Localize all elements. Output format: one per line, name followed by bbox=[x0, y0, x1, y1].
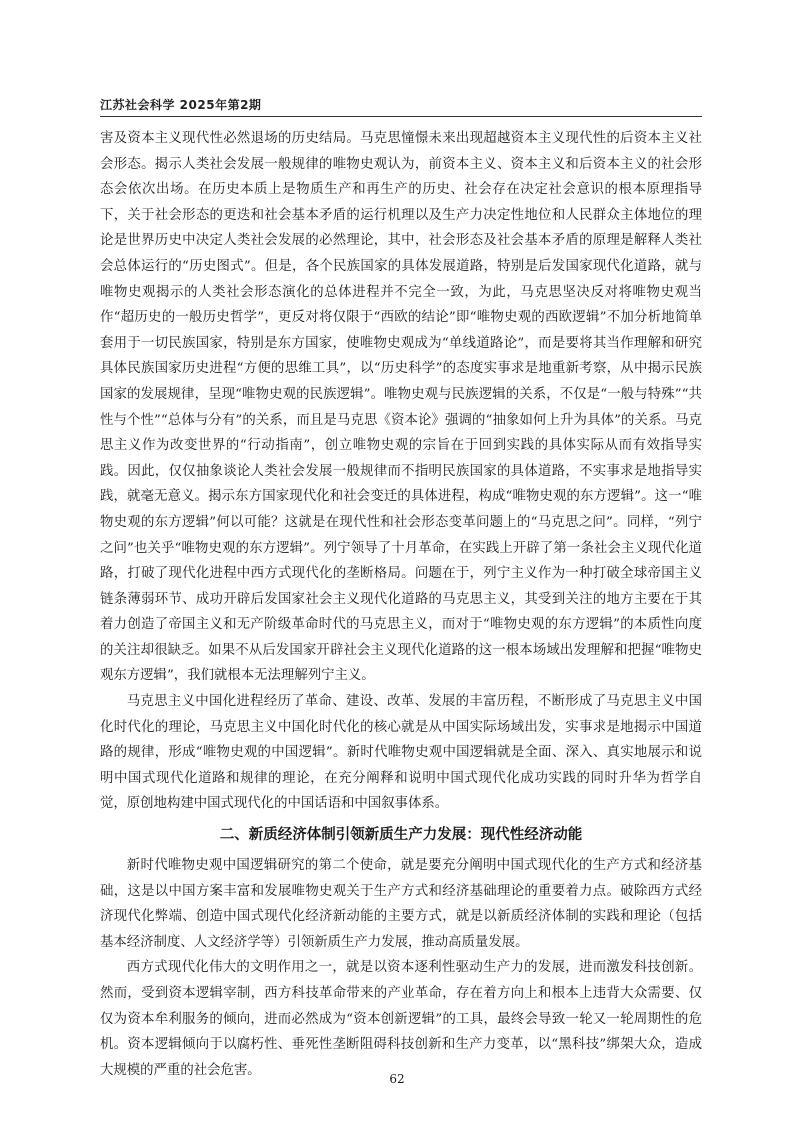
article-body bbox=[100, 126, 702, 1083]
paragraph: 害及资本主义现代性必然退场的历史结局。马克思憧憬未来出现超越资本主义现代性的后资本主义社会形态。揭示人类社会发展一般规律的唯物史观认为，前资本主义、资本主义和后资本主义的社会形态会依次出场。在历史本质上是物质生产和再生产的历史、社会存在决定社会意识的根本原理指导下，关于社会形态的更迭和社会基本矛盾的运行机理以及生产力决定性地位和人民群众主体地位的理论是世界历史中决定人类社会发展的必然理论，其中，社会形态及社会基本矛盾的原理是解释人类社会总体运行的“历史图式”。但是，各个民族国家的具体发展道路，特别是后发国家现代化道路，就与唯物史观揭示的人类社会形态演化的总体进程并不完全一致，为此，马克思坚决反对将唯物史观当作“超历史的一般历史哲学”，更反对将仅限于“西欧的结论”即“唯物史观的西欧逻辑”不加分析地简单套用于一切民族国家，特别是东方国家，使唯物史观成为“单线道路论”，而是要将其当作理解和研究具体民族国家历史进程“方便的思维工具”，以“历史科学”的态度实事求是地重新考察，从中揭示民族国家的发展规律，呈现“唯物史观的民族逻辑”。唯物史观与民族逻辑的关系，不仅是“一般与特殊”“共性与个性”“总体与分有”的关系，而且是马克思《资本论》强调的“抽象如何上升为具体”的关系。马克思主义作为改变世界的“行动指南”，创立唯物史观的宗旨在于回到实践的具体实际从而有效指导实践。因此，仅仅抽象谈论人类社会发展一般规律而不指明民族国家的具体道路，不实事求是地指导实践，就毫无意义。揭示东方国家现代化和社会变迁的具体进程，构成“唯物史观的东方逻辑”。这一“唯物史观的东方逻辑”何以可能？这就是在现代性和社会形态变革问题上的“马克思之问”。同样，“列宁之问”也关乎“唯物史观的东方逻辑”。列宁领导了十月革命，在实践上开辟了第一条社会主义现代化道路，打破了现代化进程中西方式现代化的垄断格局。问题在于，列宁主义作为一种打破全球帝国主义链条薄弱环节、成功开辟后发国家社会主义现代化道路的马克思主义，其受到关注的地方主要在于其着力创造了帝国主义和无产阶级革命时代的马克思主义，而对于“唯物史观的东方逻辑”的本质性向度的关注却很缺乏。如果不从后发国家开辟社会主义现代化道路的这一根本场域出发理解和把握“唯物史观东方逻辑”，我们就根本无法理解列宁主义。 bbox=[100, 131, 702, 684]
header-divider bbox=[100, 116, 702, 117]
paragraph: 马克思主义中国化进程经历了革命、建设、改革、发展的丰富历程，不断形成了马克思主义中国化时代化的理论，马克思主义中国化时代化的核心就是从中国实际场域出发，实事求是地揭示中国道路的规律，形成“唯物史观的中国逻辑”。新时代唯物史观中国逻辑就是全面、深入、真实地展示和说明中国式现代化道路和规律的理论，在充分阐释和说明中国式现代化成功实践的同时升华为哲学自觉，原创地构建中国式现代化的中国话语和中国叙事体系。 bbox=[100, 694, 702, 812]
paragraph: 西方式现代化伟大的文明作用之一，就是以资本逐利性驱动生产力的发展，进而激发科技创新。然而，受到资本逻辑宰制，西方科技革命带来的产业革命，存在着方向上和根本上违背大众需要、仅仅为资本牟利服务的倾向，进而必然成为“资本创新逻辑”的工具，最终会导致一轮又一轮周期性的危机。资本逻辑倾向于以腐朽性、垂死性垄断阻碍科技创新和生产力变革，以“黑科技”绑架大众，造成大规模的严重的社会危害。 bbox=[100, 960, 702, 1078]
section-heading: 二、新质经济体制引领新质生产力发展：现代性经济动能 bbox=[219, 827, 583, 844]
paragraph: 新时代唯物史观中国逻辑研究的第二个使命，就是要充分阐明中国式现代化的生产方式和经济基础，这是以中国方案丰富和发展唯物史观关于生产方式和经济基础理论的重要着力点。破除西方式经济现代化弊端、创造中国式现代化经济新动能的主要方式，就是以新质经济体制的实践和理论（包括基本经济制度、人文经济学等）引领新质生产力发展，推动高质量发展。 bbox=[100, 858, 702, 950]
page-number: 62 bbox=[389, 1072, 405, 1086]
journal-header: 江苏社会科学 2025年第2期 bbox=[100, 98, 262, 112]
